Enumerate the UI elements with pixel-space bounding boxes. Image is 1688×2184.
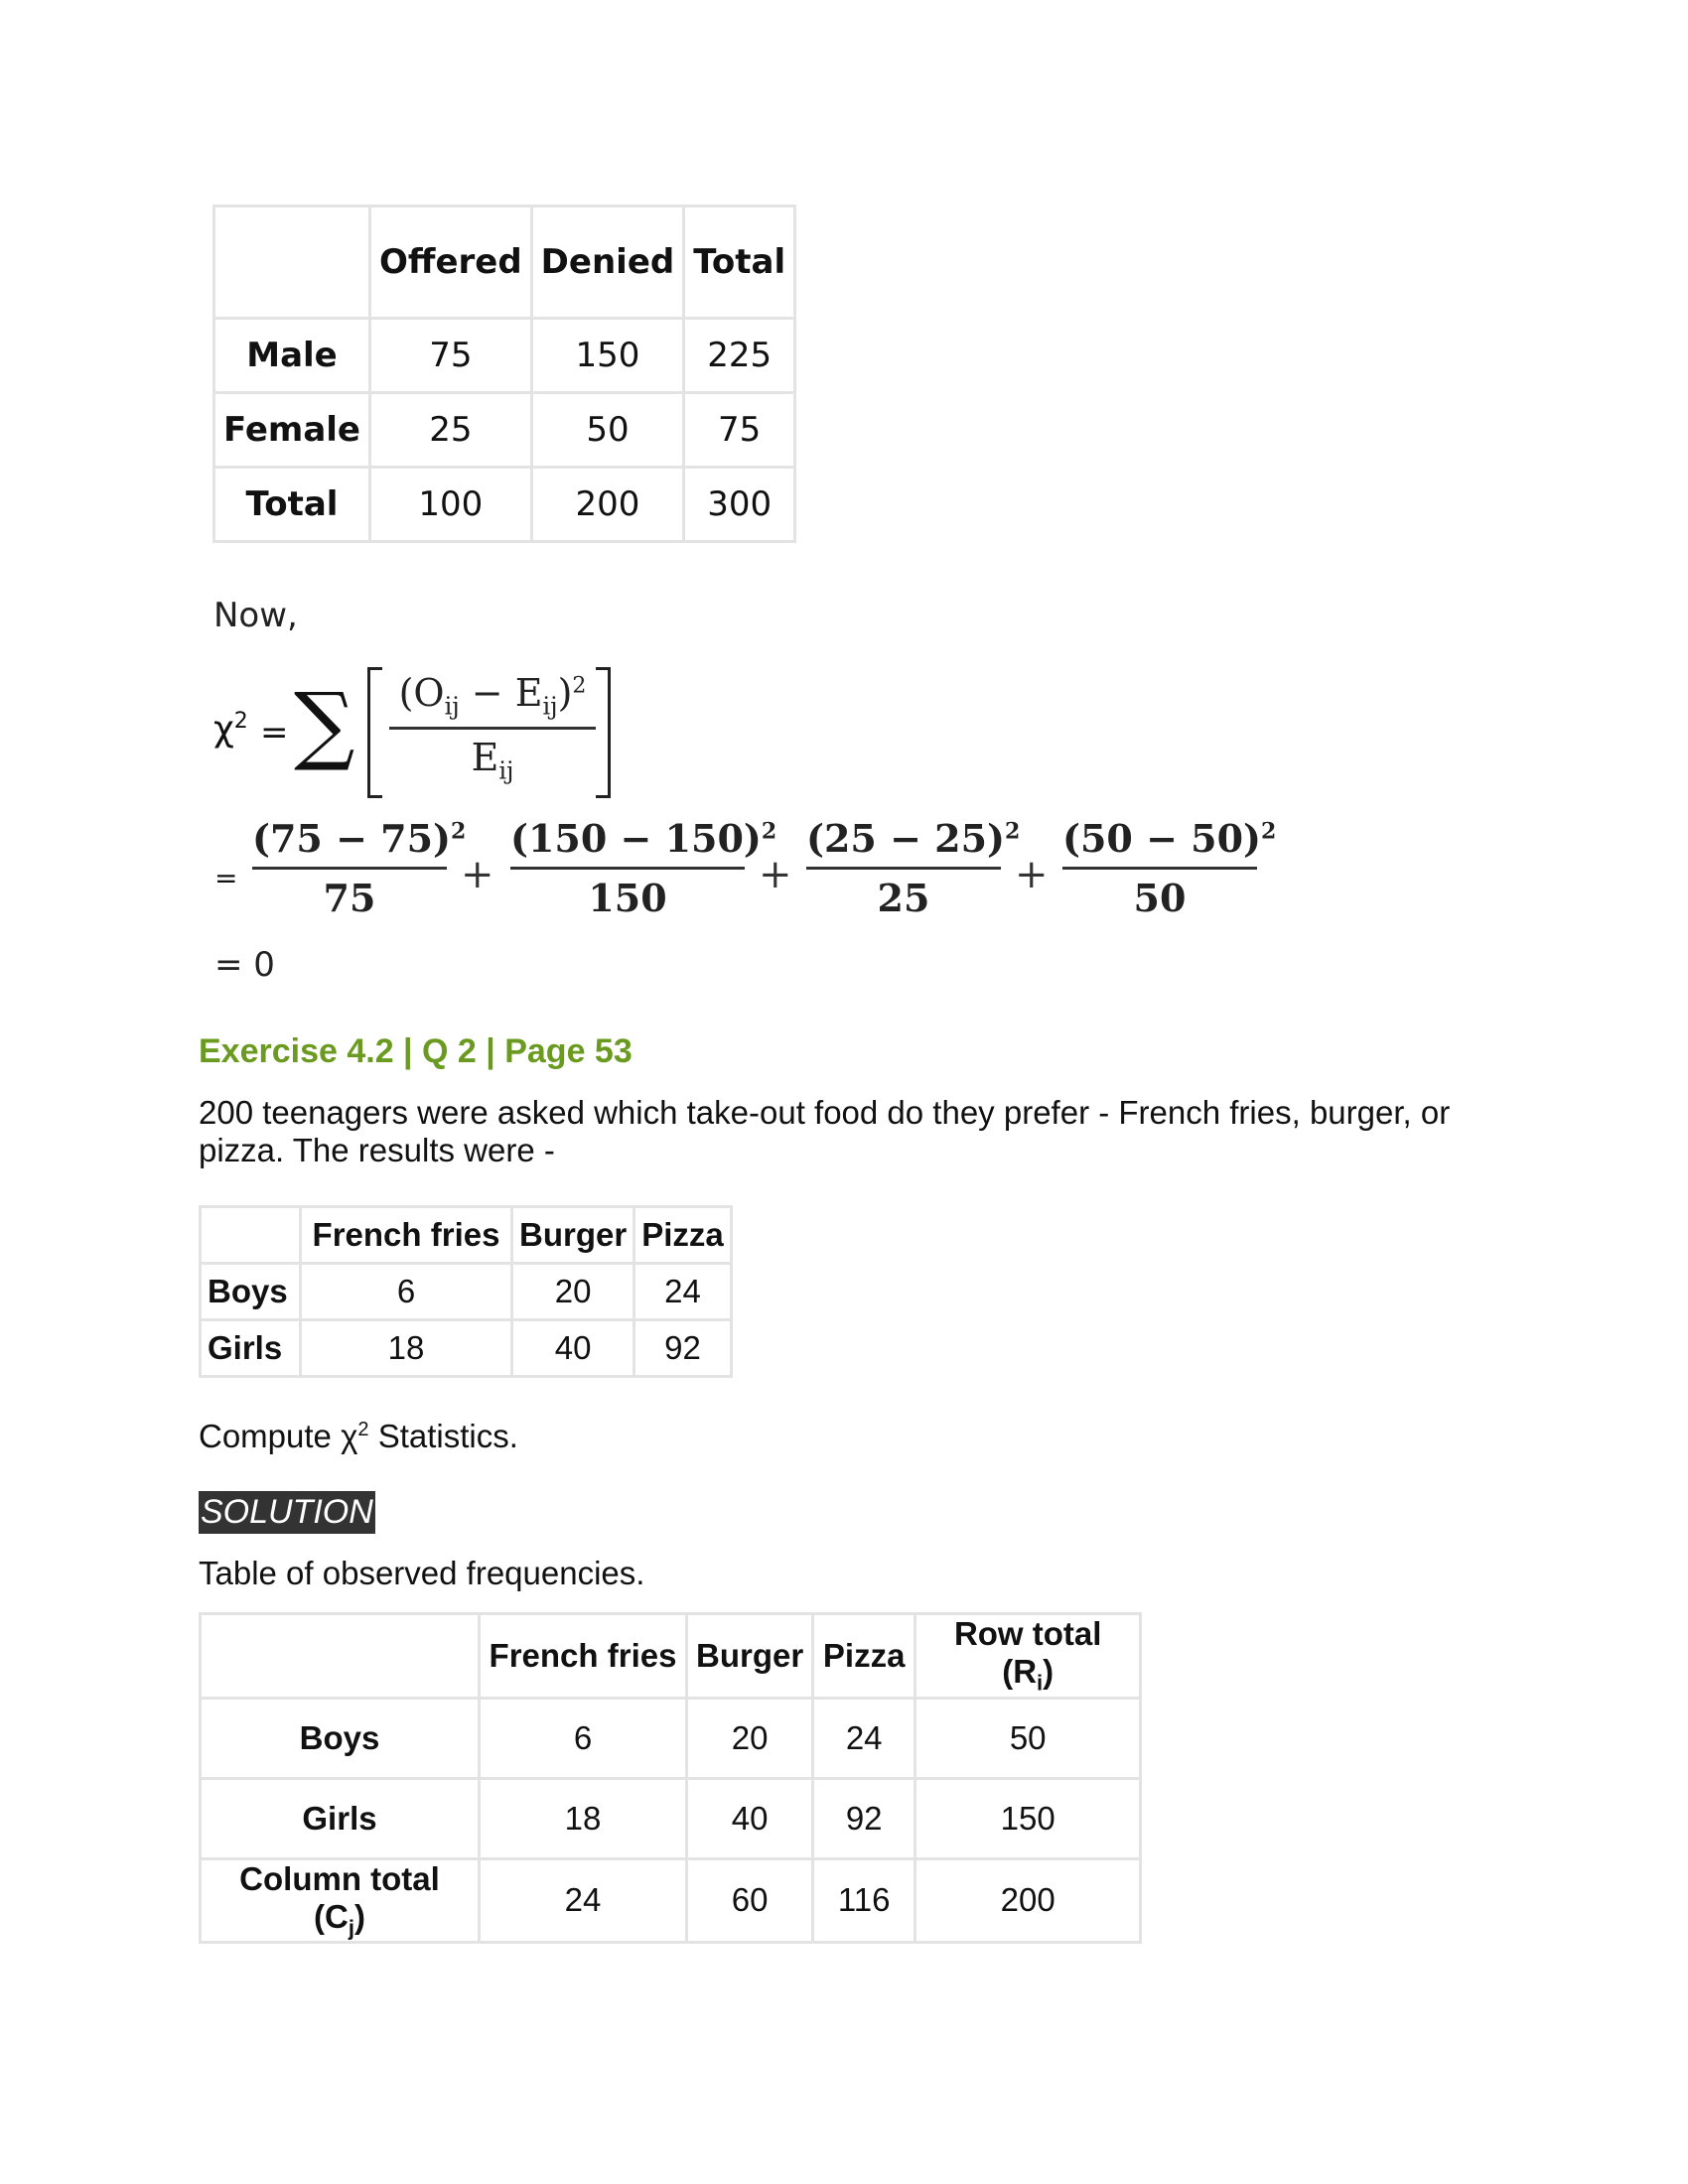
column-header: Pizza bbox=[634, 1207, 732, 1264]
row-header: Male bbox=[214, 319, 370, 393]
table-cell: 20 bbox=[687, 1698, 813, 1778]
table-cell: 92 bbox=[634, 1320, 732, 1377]
table-cell: 40 bbox=[687, 1778, 813, 1858]
observed-frequencies-table bbox=[199, 1612, 1142, 1944]
column-header: French fries bbox=[480, 1614, 687, 1699]
table-cell: 24 bbox=[634, 1264, 732, 1320]
observed-caption: Table of observed frequencies. bbox=[199, 1555, 645, 1591]
table-header-row bbox=[214, 206, 795, 319]
table-cell: 25 bbox=[370, 393, 532, 468]
table-cell: 18 bbox=[301, 1320, 512, 1377]
fraction-numerator: $(O_{ij} - E_{ij})^2$ bbox=[389, 671, 596, 730]
table-cell: 6 bbox=[301, 1264, 512, 1320]
compute-instruction: Compute $\chi^2$ Statistics. bbox=[199, 1418, 518, 1454]
question-text: 200 teenagers were asked which take-out food do they prefer - French fries, burger, or pizza. The results were - bbox=[199, 1094, 1451, 1168]
table-cell: 40 bbox=[512, 1320, 634, 1377]
fraction-denominator: $E_{ij}$ bbox=[471, 735, 514, 785]
column-header: Total bbox=[684, 206, 795, 319]
contingency-table-offers bbox=[212, 205, 796, 543]
term-fraction: $\frac{(150 - 150)^2}{150}$ bbox=[510, 816, 777, 920]
table-cell: 116 bbox=[813, 1858, 915, 1943]
table-cell: 200 bbox=[915, 1858, 1141, 1943]
equals-sign: = bbox=[214, 862, 238, 894]
table-corner-cell bbox=[201, 1207, 301, 1264]
term-fraction: $\frac{(75 - 75)^2}{75}$ bbox=[252, 816, 467, 920]
right-bracket bbox=[596, 667, 611, 798]
summation-symbol: ∑ bbox=[294, 675, 355, 774]
table-cell: 100 bbox=[370, 468, 532, 542]
table-cell: 75 bbox=[684, 393, 795, 468]
table-header-row bbox=[201, 1207, 732, 1264]
row-header: Girls bbox=[201, 1778, 480, 1858]
table-row bbox=[201, 1264, 732, 1320]
column-header: Row total $(R_i)$ bbox=[915, 1614, 1141, 1699]
term-fraction: $\frac{(25 - 25)^2}{25}$ bbox=[806, 816, 1021, 920]
table-cell: 18 bbox=[480, 1778, 687, 1858]
table-row bbox=[201, 1320, 732, 1377]
chi-square-symbol: $\chi^2$ bbox=[213, 709, 248, 750]
table-cell: 24 bbox=[813, 1698, 915, 1778]
table-row bbox=[214, 468, 795, 542]
plus-sign: + bbox=[759, 852, 792, 897]
food-preference-table bbox=[199, 1205, 733, 1378]
table-cell: 24 bbox=[480, 1858, 687, 1943]
table-row bbox=[201, 1778, 1141, 1858]
result-text: = 0 bbox=[214, 945, 275, 985]
column-header: Pizza bbox=[813, 1614, 915, 1699]
row-header: Boys bbox=[201, 1264, 301, 1320]
exercise-heading: Exercise 4.2 | Q 2 | Page 53 bbox=[199, 1032, 633, 1070]
table-row bbox=[201, 1858, 1141, 1943]
table-cell: 20 bbox=[512, 1264, 634, 1320]
row-header: Total bbox=[214, 468, 370, 542]
table-corner-cell bbox=[214, 206, 370, 319]
column-header: French fries bbox=[301, 1207, 512, 1264]
table-row bbox=[214, 319, 795, 393]
column-header: Offered bbox=[370, 206, 532, 319]
table-row bbox=[201, 1698, 1141, 1778]
equals-sign: = bbox=[260, 713, 289, 752]
left-bracket bbox=[367, 667, 382, 798]
table-cell: 60 bbox=[687, 1858, 813, 1943]
row-header: Female bbox=[214, 393, 370, 468]
table-corner-cell bbox=[201, 1614, 480, 1699]
table-cell: 92 bbox=[813, 1778, 915, 1858]
table-cell: 50 bbox=[915, 1698, 1141, 1778]
row-header: Column total $(C_j)$ bbox=[201, 1858, 480, 1943]
table-cell: 6 bbox=[480, 1698, 687, 1778]
now-text: Now, bbox=[213, 596, 298, 635]
general-fraction bbox=[389, 671, 596, 784]
table-cell: 50 bbox=[531, 393, 684, 468]
table-cell: 75 bbox=[370, 319, 532, 393]
table-cell: 225 bbox=[684, 319, 795, 393]
row-header: Boys bbox=[201, 1698, 480, 1778]
column-header: Denied bbox=[531, 206, 684, 319]
table-cell: 150 bbox=[915, 1778, 1141, 1858]
solution-label: SOLUTION bbox=[199, 1491, 375, 1534]
plus-sign: + bbox=[461, 852, 494, 897]
column-header: Burger bbox=[687, 1614, 813, 1699]
table-header-row bbox=[201, 1614, 1141, 1699]
column-header: Burger bbox=[512, 1207, 634, 1264]
plus-sign: + bbox=[1015, 852, 1049, 897]
table-cell: 150 bbox=[531, 319, 684, 393]
term-fraction: $\frac{(50 - 50)^2}{50}$ bbox=[1062, 816, 1277, 920]
row-header: Girls bbox=[201, 1320, 301, 1377]
table-cell: 300 bbox=[684, 468, 795, 542]
table-cell: 200 bbox=[531, 468, 684, 542]
table-row bbox=[214, 393, 795, 468]
